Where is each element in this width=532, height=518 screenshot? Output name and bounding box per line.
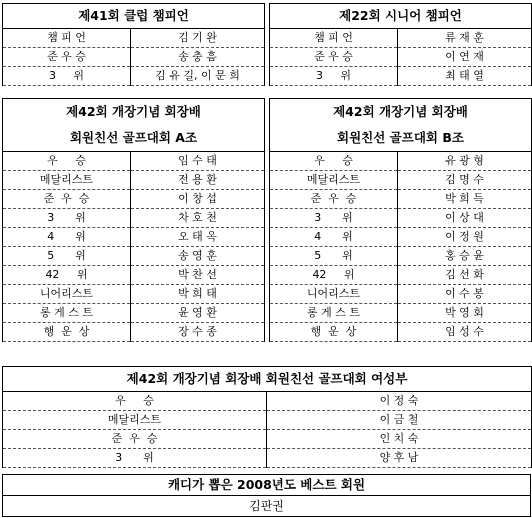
women-division-table [2,366,532,468]
winner-name: 이 상 대 [398,209,532,228]
table-row [270,304,532,323]
award-label: 메달리스트 [3,171,131,190]
winner-name: 김 명 수 [398,171,532,190]
winner-name: 양 후 남 [267,449,532,468]
winner-name: 박 영 회 [398,304,532,323]
award-label: 3 위 [3,67,131,86]
club-champion-title: 제41회 클럽 챔피언 [3,4,265,29]
award-label: 준 우 승 [270,190,398,209]
winner-name: 유 광 형 [398,152,532,171]
table-row [3,411,532,430]
award-label: 5 위 [270,247,398,266]
winner-name: 송 충 흠 [131,48,265,67]
award-label: 메달리스트 [270,171,398,190]
winner-name: 임 성 수 [398,323,532,342]
best-member-name: 김판권 [3,496,531,517]
award-label: 우 승 [3,392,267,411]
award-label: 3 위 [270,209,398,228]
winner-name: 윤 영 환 [131,304,265,323]
award-label: 4 위 [3,228,131,247]
table-row [270,48,532,67]
table-row [3,304,265,323]
winner-name: 이 금 철 [267,411,532,430]
table-row [3,48,265,67]
winner-name: 이 정 숙 [267,392,532,411]
best-member-table [2,474,531,517]
award-label: 3 위 [3,209,131,228]
winner-name: 류 재 훈 [398,29,532,48]
table-row [3,392,532,411]
winner-name: 박 찬 선 [131,266,265,285]
award-label: 4 위 [270,228,398,247]
table-row [270,266,532,285]
table-row [270,247,532,266]
award-label: 준 우 승 [3,48,131,67]
group-b-table [269,98,532,342]
table-row [3,209,265,228]
senior-champion-table [269,3,532,86]
award-label: 니어리스트 [270,285,398,304]
award-label: 롱 게 스 트 [3,304,131,323]
table-row [3,247,265,266]
table-row [3,323,265,342]
winner-name: 이 수 봉 [398,285,532,304]
table-row [270,209,532,228]
table-row [270,152,532,171]
award-label: 메달리스트 [3,411,267,430]
table-row [3,152,265,171]
winner-name: 이 연 재 [398,48,532,67]
table-row [270,190,532,209]
table-row [3,266,265,285]
award-label: 우 승 [270,152,398,171]
winner-name: 장 수 종 [131,323,265,342]
senior-champion-title: 제22회 시니어 챔피언 [270,4,532,29]
women-rows [3,392,532,468]
winner-name: 오 태 옥 [131,228,265,247]
table-row [3,67,265,86]
winner-name: 박 희 태 [131,285,265,304]
award-label: 3 위 [3,449,267,468]
group-b-rows [270,152,532,342]
winner-name: 김 선 화 [398,266,532,285]
table-row [3,285,265,304]
table-row [3,29,265,48]
winner-name: 송 영 훈 [131,247,265,266]
winner-name: 김 기 완 [131,29,265,48]
winner-name: 박 희 득 [398,190,532,209]
table-row [3,228,265,247]
group-b-title-line2: 회원친선 골프대회 B조 [270,125,532,152]
award-label: 준 우 승 [3,190,131,209]
table-row [270,285,532,304]
award-label: 챔 피 언 [3,29,131,48]
award-label: 5 위 [3,247,131,266]
award-label: 우 승 [3,152,131,171]
group-a-table [2,98,265,342]
award-label: 롱 게 스 트 [270,304,398,323]
award-label: 42 위 [3,266,131,285]
award-label: 행 운 상 [270,323,398,342]
club-champion-table [2,3,265,86]
award-label: 니어리스트 [3,285,131,304]
award-label: 3 위 [270,67,398,86]
group-b-title-line1: 제42회 개장기념 회장배 [270,99,532,126]
table-row [270,228,532,247]
table-row [270,67,532,86]
table-row [270,323,532,342]
women-division-title: 제42회 개장기념 회장배 회원친선 골프대회 여성부 [3,367,532,392]
winner-name: 이 정 원 [398,228,532,247]
winner-name: 홍 승 윤 [398,247,532,266]
table-row [3,449,532,468]
table-row [3,171,265,190]
award-label: 챔 피 언 [270,29,398,48]
winner-name: 차 호 천 [131,209,265,228]
winner-name: 전 용 환 [131,171,265,190]
table-row [270,29,532,48]
winner-name: 인 치 숙 [267,430,532,449]
winner-name: 이 창 섭 [131,190,265,209]
award-label: 행 운 상 [3,323,131,342]
award-label: 준 우 승 [3,430,267,449]
table-row [3,190,265,209]
winner-name: 임 수 태 [131,152,265,171]
table-row [3,430,532,449]
award-label: 준 우 승 [270,48,398,67]
winner-name: 최 태 열 [398,67,532,86]
winner-name: 김 유 길, 이 문 희 [131,67,265,86]
award-label: 42 위 [270,266,398,285]
group-a-title-line1: 제42회 개장기념 회장배 [3,99,265,126]
best-member-title: 캐디가 뽑은 2008년도 베스트 회원 [3,475,531,496]
group-a-rows [3,152,265,342]
table-row [270,171,532,190]
group-a-title-line2: 회원친선 골프대회 A조 [3,125,265,152]
